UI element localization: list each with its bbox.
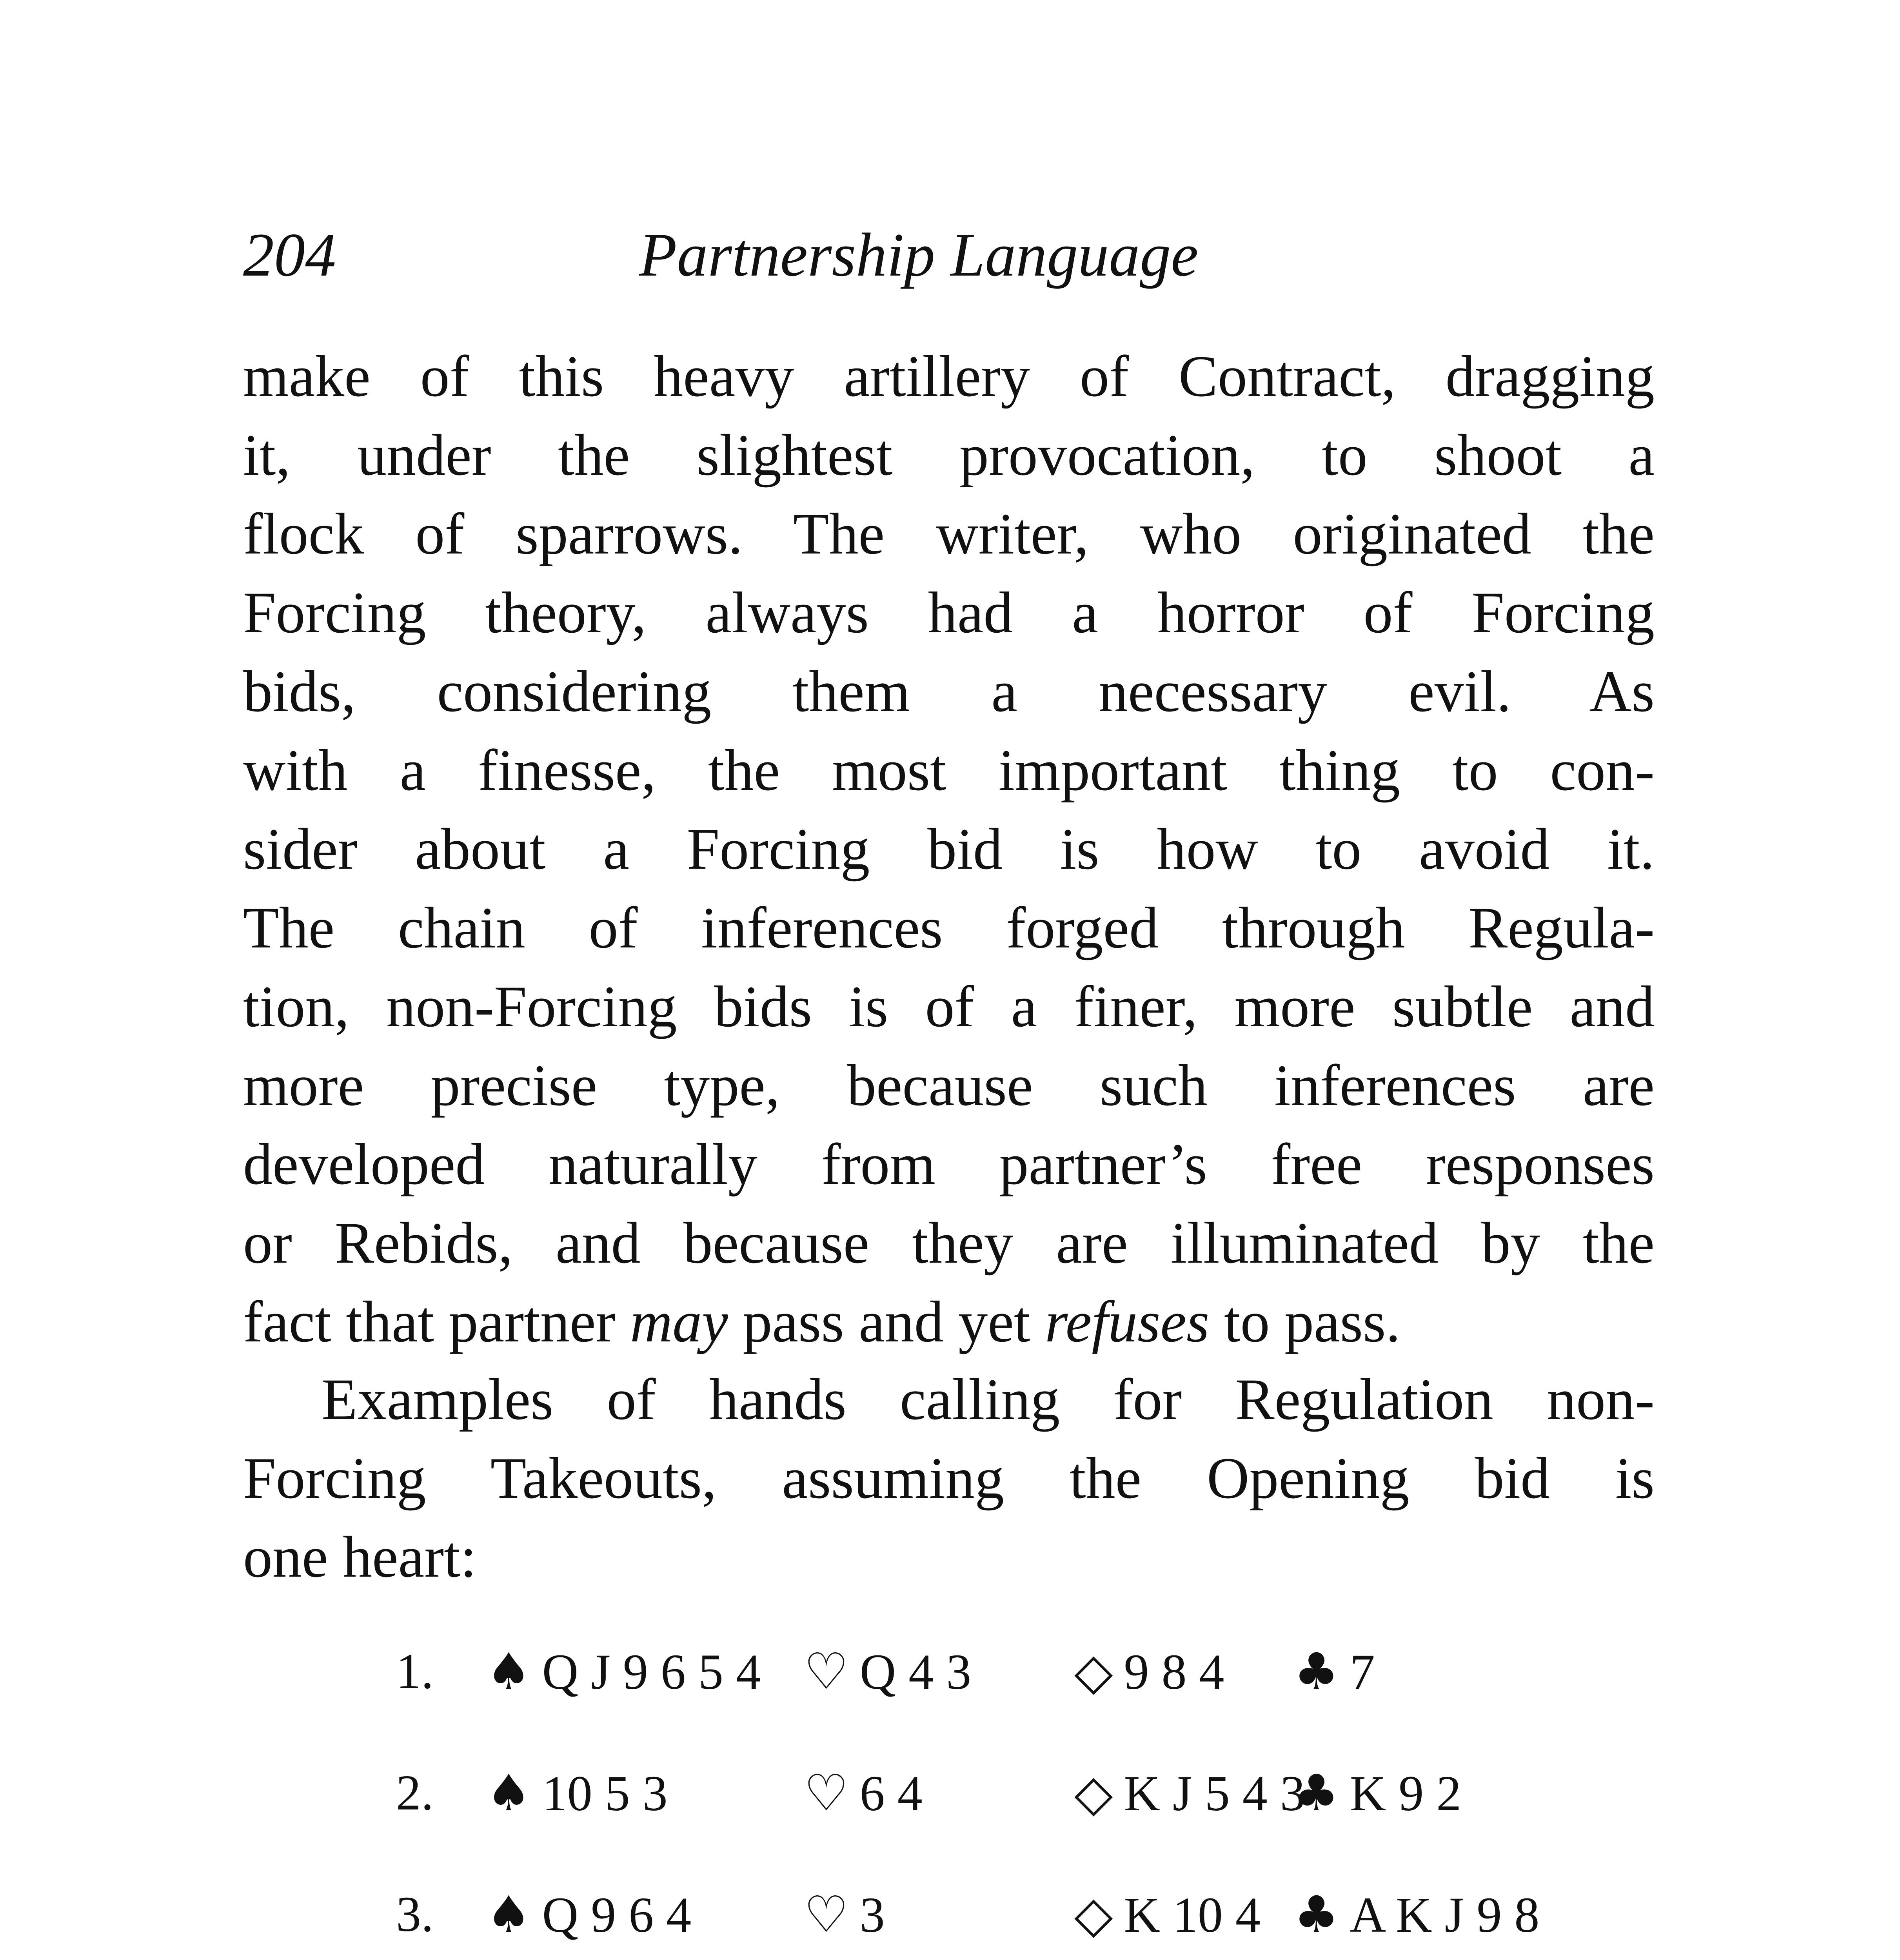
emphasis-refuses: refuses	[1045, 1289, 1210, 1354]
hearts-holding	[804, 1642, 971, 1701]
paragraph-1	[243, 337, 1655, 1361]
clubs-holding	[1294, 1886, 1539, 1944]
text-line: Forcing Takeouts, assuming the Opening bid is	[243, 1446, 1655, 1511]
text-line: with a finesse, the most important thing to con-	[243, 738, 1655, 803]
card-list: Q 4 3	[859, 1644, 972, 1700]
card-list: K 9 2	[1350, 1766, 1462, 1821]
club-icon: ♣	[1294, 1764, 1339, 1822]
heart-icon: ♡	[804, 1642, 849, 1701]
diamonds-holding	[1074, 1886, 1261, 1944]
spade-icon: ♠	[486, 1764, 531, 1822]
hearts-holding	[804, 1764, 923, 1822]
text-line: developed naturally from partner’s free responses	[243, 1132, 1655, 1197]
diamonds-holding	[1074, 1764, 1305, 1822]
card-list: Q 9 6 4	[542, 1887, 692, 1943]
spade-icon: ♠	[486, 1886, 531, 1944]
text-line: Examples of hands calling for Regulation non-	[322, 1367, 1655, 1432]
text-line: Forcing theory, always had a horror of Forcing	[243, 580, 1655, 645]
text-run: to pass.	[1209, 1289, 1400, 1354]
card-list: K J 5 4 3	[1124, 1766, 1305, 1821]
text-line: one heart:	[243, 1524, 477, 1590]
spades-holding	[486, 1642, 761, 1701]
text-line: sider about a Forcing bid is how to avoid it.	[243, 817, 1655, 882]
hand-number: 1.	[396, 1643, 434, 1699]
text-line: it, under the slightest provocation, to shoot a	[243, 423, 1655, 488]
diamond-icon: ◇	[1074, 1764, 1113, 1822]
hand-number: 2.	[396, 1765, 434, 1820]
spades-holding	[486, 1886, 691, 1944]
text-line: more precise type, because such inferences are	[243, 1053, 1655, 1118]
hearts-holding	[804, 1886, 885, 1944]
text-line: make of this heavy artillery of Contract, dragging	[243, 344, 1655, 409]
card-list: 10 5 3	[542, 1766, 668, 1821]
text-line-last	[243, 1283, 1655, 1361]
card-list: 9 8 4	[1124, 1644, 1224, 1700]
heart-icon: ♡	[804, 1764, 849, 1822]
text-line: flock of sparrows. The writer, who originated the	[243, 501, 1655, 566]
clubs-holding	[1294, 1642, 1375, 1701]
card-list: 7	[1350, 1644, 1375, 1700]
text-run: fact that partner	[243, 1289, 630, 1354]
diamond-icon: ◇	[1074, 1642, 1113, 1701]
chapter-title: Partnership Language	[639, 221, 1199, 289]
text-line: The chain of inferences forged through Regula-	[243, 895, 1655, 960]
heart-icon: ♡	[804, 1886, 849, 1944]
text-line: tion, non-Forcing bids is of a finer, more subtle and	[243, 974, 1655, 1039]
club-icon: ♣	[1294, 1642, 1339, 1701]
card-list: 6 4	[859, 1766, 923, 1821]
diamond-icon: ◇	[1074, 1886, 1113, 1944]
emphasis-may: may	[630, 1289, 728, 1354]
card-list: A K J 9 8	[1350, 1887, 1540, 1943]
text-run: pass and yet	[728, 1289, 1045, 1354]
text-line: bids, considering them a necessary evil. As	[243, 659, 1655, 724]
club-icon: ♣	[1294, 1886, 1339, 1944]
card-list: Q J 9 6 5 4	[542, 1644, 761, 1700]
card-list: 3	[859, 1887, 885, 1943]
diamonds-holding	[1074, 1642, 1224, 1701]
spade-icon: ♠	[486, 1642, 531, 1701]
clubs-holding	[1294, 1764, 1461, 1822]
page-number: 204	[243, 221, 336, 289]
hand-number: 3.	[396, 1886, 434, 1942]
paragraph-2	[243, 1360, 1655, 1597]
text-line: or Rebids, and because they are illuminated by the	[243, 1210, 1655, 1276]
spades-holding	[486, 1764, 668, 1822]
card-list: K 10 4	[1124, 1887, 1261, 1943]
